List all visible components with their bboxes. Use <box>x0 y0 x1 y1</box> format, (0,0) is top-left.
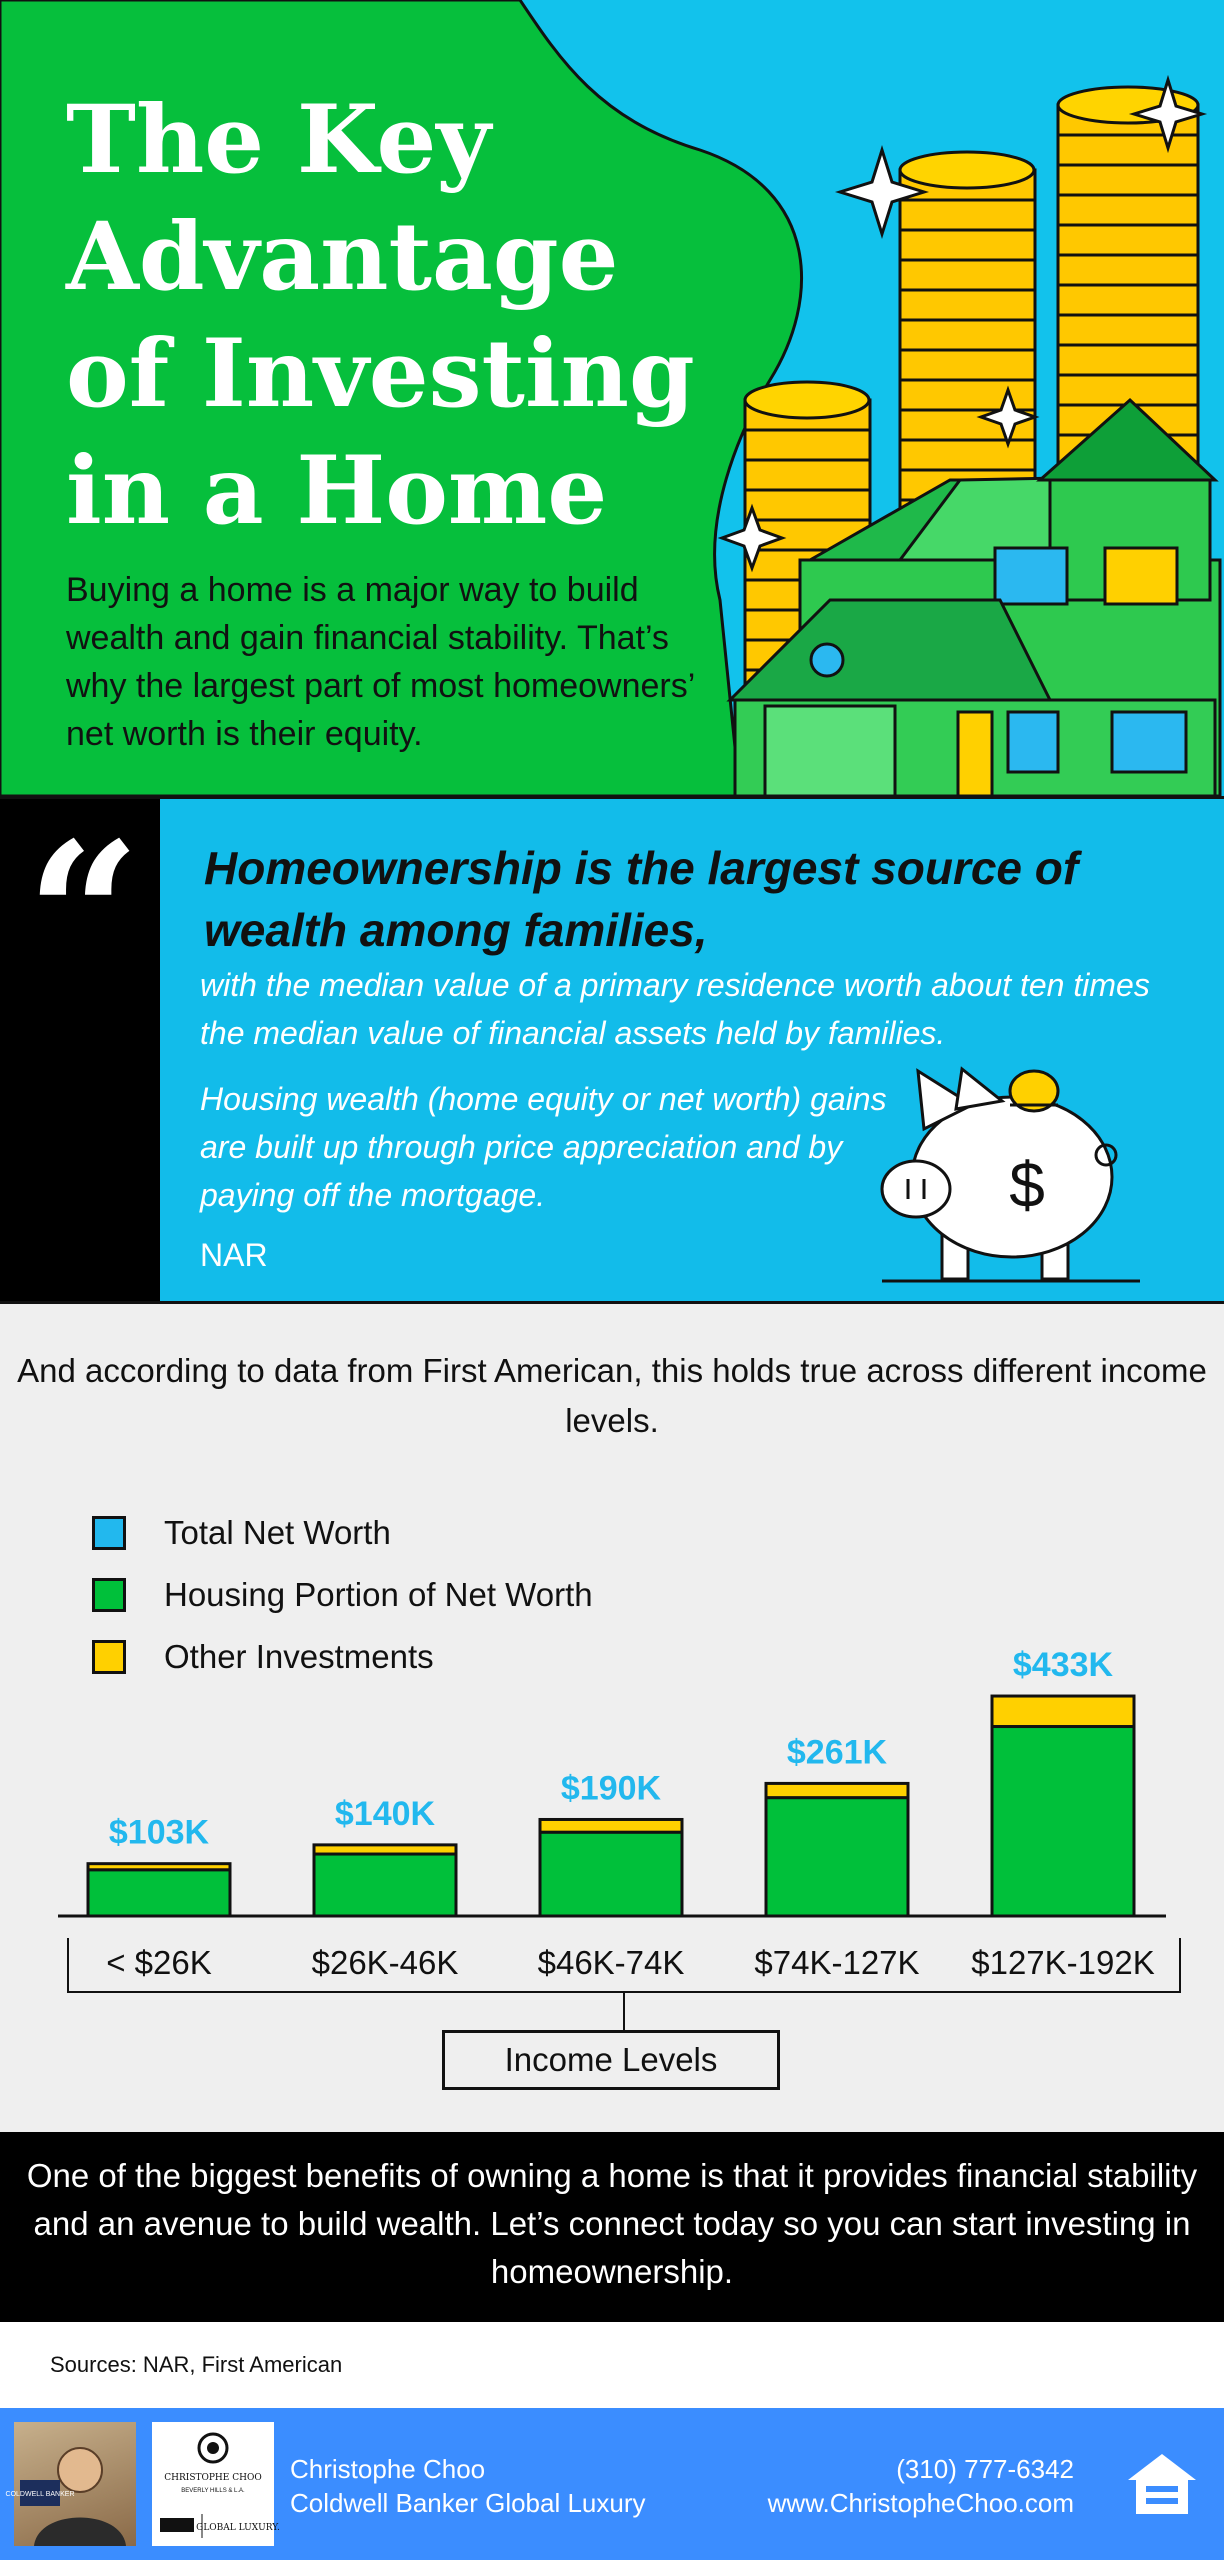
quote-section <box>0 796 1224 1304</box>
bar-segment-housing <box>540 1832 682 1916</box>
logo-name: CHRISTOPHE CHOO <box>164 2473 262 2483</box>
net-worth-bar-chart <box>0 1304 1224 2132</box>
phone-link[interactable]: (310) 777-6342 <box>896 2454 1074 2484</box>
agent-name: Christophe Choo <box>290 2454 486 2484</box>
chart-section <box>0 1304 1224 2132</box>
legend-item <box>92 1564 593 1626</box>
bar-segment-housing <box>766 1798 908 1916</box>
bar-total-label: $190K <box>560 1769 662 1808</box>
page-title <box>66 82 746 550</box>
cta-text: One of the biggest benefits of owning a home is that it provides financial stability and an avenue to build wealth. Let’s connect today so you can start investing in homeownership. <box>26 2157 1198 2290</box>
legend-label: Other Investments <box>164 1638 434 1675</box>
logo-sub: BEVERLY HILLS & L.A. <box>181 2488 245 2494</box>
bar-segment-housing <box>88 1870 230 1916</box>
quote-mark-icon: “ <box>26 799 142 1034</box>
logo-brand: GLOBAL LUXURY. <box>196 2523 280 2533</box>
title-line: of Investing <box>66 319 695 429</box>
quote-heading: Homeownership is the largest source of wealth among families, <box>204 842 1079 956</box>
bar-total-label: $140K <box>334 1794 436 1833</box>
bar-segment-housing <box>992 1727 1134 1916</box>
bar-segment-other <box>88 1864 230 1870</box>
chart-legend <box>92 1502 593 1688</box>
legend-swatch-other <box>92 1640 126 1674</box>
agent-photo <box>5 2422 136 2546</box>
piggy-bank-icon <box>872 1069 1142 1289</box>
title-line: Advantage <box>66 202 619 312</box>
x-tick-label: $127K-192K <box>971 1944 1155 1981</box>
bar-segment-other <box>540 1819 682 1832</box>
x-axis-title: Income Levels <box>442 2030 780 2090</box>
x-tick-label: $74K-127K <box>754 1944 920 1981</box>
piggy-dollar-symbol: $ <box>1009 1149 1045 1221</box>
title-line: in a Home <box>66 436 608 546</box>
bar-segment-other <box>314 1845 456 1854</box>
quote-sidebar <box>0 799 160 1301</box>
photo-badge-text: COLDWELL BANKER <box>5 2491 75 2498</box>
x-tick-label: < $26K <box>106 1944 212 1981</box>
bar-segment-other <box>766 1783 908 1797</box>
x-tick-label: $46K-74K <box>537 1944 685 1981</box>
equal-housing-icon <box>1124 2448 1200 2524</box>
quote-source: NAR <box>200 1237 268 1273</box>
legend-item <box>92 1502 593 1564</box>
legend-swatch-total <box>92 1516 126 1550</box>
sources-note: Sources: NAR, First American <box>50 2352 343 2377</box>
x-tick-label: $26K-46K <box>311 1944 459 1981</box>
bar-segment-other <box>992 1696 1134 1726</box>
footer-contact-info <box>768 2452 1074 2520</box>
legend-label: Total Net Worth <box>164 1514 391 1551</box>
bar-total-label: $103K <box>108 1813 210 1852</box>
avatar <box>5 2422 136 2546</box>
legend-label: Housing Portion of Net Worth <box>164 1576 593 1613</box>
bar-segment-housing <box>314 1854 456 1916</box>
chart-intro-text: And according to data from First American, this holds true across different income levels. <box>17 1352 1207 1439</box>
website-link[interactable]: www.ChristopheChoo.com <box>767 2488 1074 2518</box>
footer <box>0 2408 1224 2560</box>
brand-logo <box>152 2422 280 2546</box>
hero-intro-text: Buying a home is a major way to build wealth and gain financial stability. That’s why the largest part of most homeowners’ net worth is their equity. <box>66 571 695 753</box>
hero-section <box>0 0 1224 796</box>
call-to-action-section <box>0 2132 1224 2322</box>
bar-total-label: $261K <box>786 1733 888 1772</box>
quote-body-secondary: Housing wealth (home equity or net worth) gains are built up through price appreciation and by paying off the mortgage. <box>200 1081 887 1213</box>
house-and-coins-illustration <box>700 60 1224 796</box>
agent-company: Coldwell Banker Global Luxury <box>290 2488 646 2518</box>
legend-swatch-housing <box>92 1578 126 1612</box>
title-line: The Key <box>66 85 491 195</box>
brand-logo-mark <box>152 2422 280 2546</box>
footer-agent-info <box>290 2452 646 2520</box>
quote-body: with the median value of a primary residence worth about ten times the median value of financial assets held by families. <box>200 967 1150 1051</box>
legend-item <box>92 1626 593 1688</box>
bar-total-label: $433K <box>1012 1646 1114 1685</box>
